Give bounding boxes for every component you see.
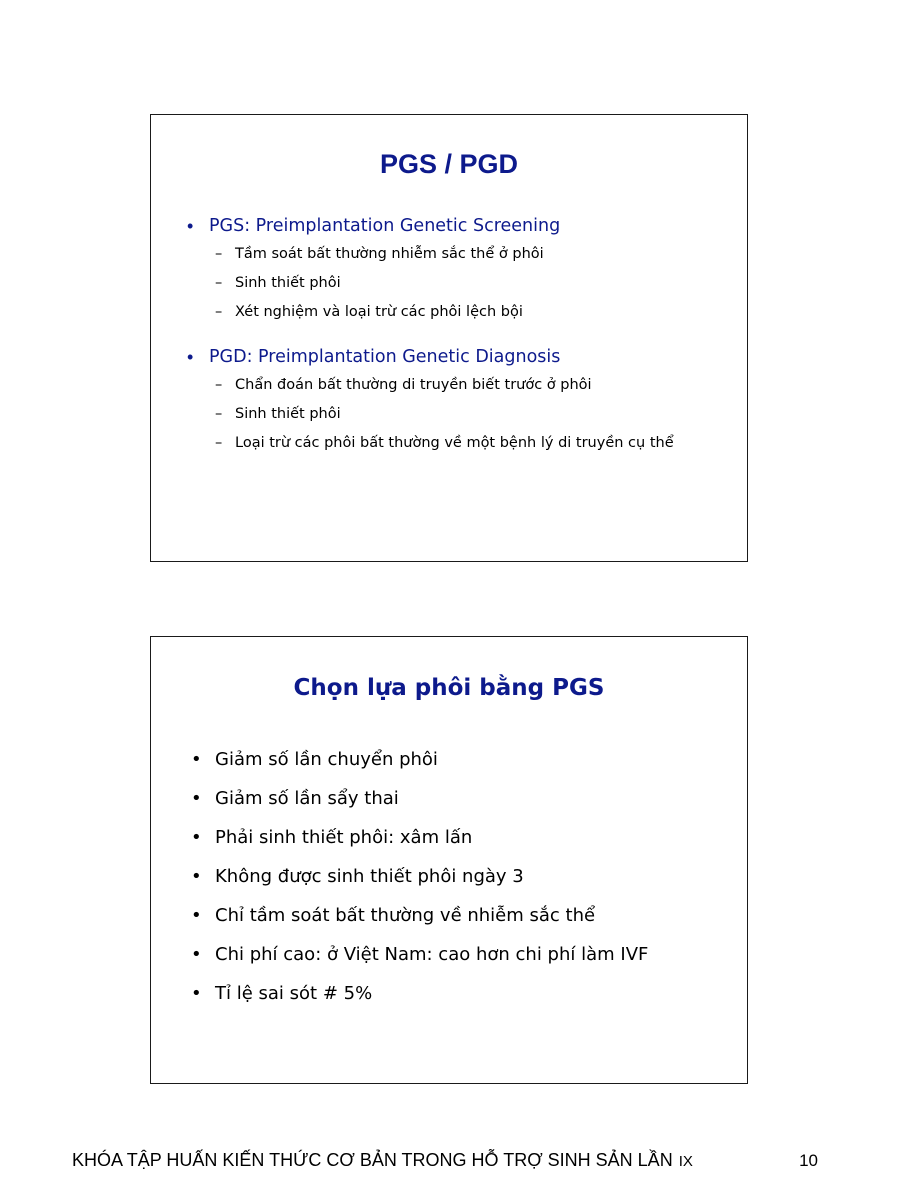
bullet-item-pgs bbox=[187, 213, 727, 324]
page-footer bbox=[72, 1150, 832, 1171]
sub-item: – Sinh thiết phôi bbox=[215, 402, 727, 426]
sub-list bbox=[187, 242, 727, 324]
bullet-icon: • bbox=[191, 905, 202, 926]
slide-pgs-selection bbox=[150, 636, 748, 1084]
bullet-item: • Giảm số lần sẩy thai bbox=[191, 786, 721, 812]
page-number: 10 bbox=[799, 1151, 818, 1170]
sub-list bbox=[187, 373, 727, 455]
sub-item: – Loại trừ các phôi bất thường về một bệnh lý di truyền cụ thể bbox=[215, 431, 727, 455]
bullet-list bbox=[187, 213, 727, 475]
dash-icon: – bbox=[215, 246, 223, 262]
bullet-list bbox=[191, 747, 721, 1020]
dash-icon: – bbox=[215, 304, 223, 320]
bullet-item-pgd bbox=[187, 344, 727, 455]
bullet-item: • Không được sinh thiết phôi ngày 3 bbox=[191, 864, 721, 890]
bullet-icon: • bbox=[191, 866, 202, 887]
slide-title: PGS / PGD bbox=[379, 149, 519, 179]
sub-item: – Tầm soát bất thường nhiễm sắc thể ở phôi bbox=[215, 242, 727, 266]
bullet-icon: • bbox=[187, 347, 194, 367]
bullet-icon: • bbox=[191, 749, 202, 770]
bullet-item: • Chỉ tầm soát bất thường về nhiễm sắc thể bbox=[191, 903, 721, 929]
sub-item: – Xét nghiệm và loại trừ các phôi lệch bội bbox=[215, 300, 727, 324]
dash-icon: – bbox=[215, 435, 223, 451]
dash-icon: – bbox=[215, 406, 223, 422]
slide-pgs-pgd bbox=[150, 114, 748, 562]
bullet-icon: • bbox=[191, 827, 202, 848]
bullet-text: PGD: Preimplantation Genetic Diagnosis bbox=[209, 347, 561, 367]
dash-icon: – bbox=[215, 275, 223, 291]
bullet-item: • Chi phí cao: ở Việt Nam: cao hơn chi phí làm IVF bbox=[191, 942, 721, 968]
bullet-item: • Giảm số lần chuyển phôi bbox=[191, 747, 721, 773]
bullet-icon: • bbox=[191, 944, 202, 965]
sub-item: – Sinh thiết phôi bbox=[215, 271, 727, 295]
bullet-icon: • bbox=[187, 216, 194, 236]
bullet-icon: • bbox=[191, 788, 202, 809]
bullet-icon: • bbox=[191, 983, 202, 1004]
dash-icon: – bbox=[215, 377, 223, 393]
bullet-item: • Phải sinh thiết phôi: xâm lấn bbox=[191, 825, 721, 851]
slide-title: Chọn lựa phôi bằng PGS bbox=[293, 675, 605, 701]
bullet-text: PGS: Preimplantation Genetic Screening bbox=[209, 216, 561, 236]
sub-item: – Chẩn đoán bất thường di truyền biết trước ở phôi bbox=[215, 373, 727, 397]
bullet-item: • Tỉ lệ sai sót # 5% bbox=[191, 981, 721, 1007]
course-edition: IX bbox=[678, 1153, 693, 1170]
course-title: KHÓA TẬP HUẤN KIẾN THỨC CƠ BẢN TRONG HỖ TRỢ SINH SẢN LẦN bbox=[72, 1150, 673, 1170]
